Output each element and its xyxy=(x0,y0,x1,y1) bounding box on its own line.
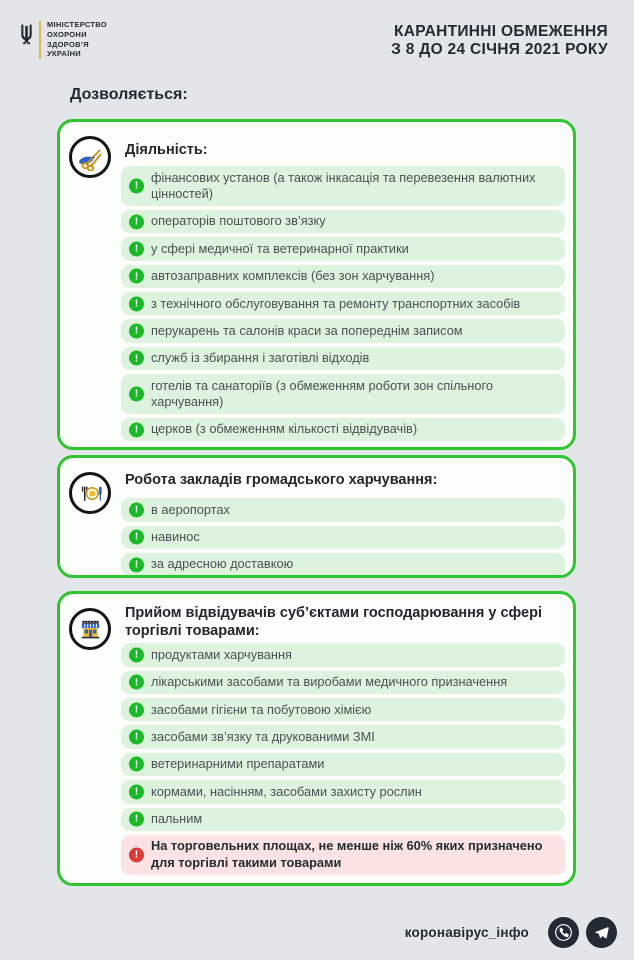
list-item-text: церков (з обмеженням кількості відвідувачів) xyxy=(151,421,418,437)
list-item xyxy=(121,780,565,803)
exclamation-icon: ! xyxy=(129,757,144,772)
warning-item xyxy=(121,835,565,875)
poster-title-line1: КАРАНТИННІ ОБМЕЖЕННЯ xyxy=(394,23,608,40)
list-item-text: автозаправних комплексів (без зон харчування) xyxy=(151,268,435,284)
exclamation-icon: ! xyxy=(129,241,144,256)
exclamation-icon: ! xyxy=(129,730,144,745)
list-item xyxy=(121,753,565,776)
list-item-text: лікарськими засобами та виробами медичного призначення xyxy=(151,674,508,690)
card-icon-circle xyxy=(69,608,111,650)
list-item xyxy=(121,166,565,206)
list-item xyxy=(121,808,565,831)
exclamation-icon: ! xyxy=(129,324,144,339)
card-items xyxy=(121,498,565,576)
card xyxy=(57,119,576,450)
list-item xyxy=(121,643,565,666)
exclamation-icon: ! xyxy=(129,179,144,194)
list-item-text: На торговельних площах, не менше ніж 60% яких призначено для торгівлі такими товарами xyxy=(151,838,543,870)
cutlery-plate-icon xyxy=(77,480,104,507)
exclamation-icon: ! xyxy=(129,557,144,572)
list-item-text: за адресною доставкою xyxy=(151,556,294,572)
card-icon-circle xyxy=(69,472,111,514)
exclamation-icon: ! xyxy=(129,784,144,799)
list-item xyxy=(121,671,565,694)
ministry-name-line: ОХОРОНИ xyxy=(47,29,87,39)
exclamation-icon: ! xyxy=(129,269,144,284)
list-item-text: кормами, насінням, засобами захисту рослин xyxy=(151,783,422,799)
list-item-text: засобами гігієни та побутовою хімією xyxy=(151,701,372,717)
list-item xyxy=(121,210,565,233)
card xyxy=(57,455,576,578)
card-icon-circle xyxy=(69,136,111,178)
list-item xyxy=(121,374,565,414)
list-item-text: навинос xyxy=(151,529,200,544)
footer xyxy=(405,917,617,948)
list-item xyxy=(121,237,565,260)
logo-divider xyxy=(39,21,41,59)
list-item xyxy=(121,319,565,342)
exclamation-icon: ! xyxy=(129,214,144,229)
list-item-text: пальним xyxy=(151,811,203,826)
list-item-text: у сфері медичної та ветеринарної практики xyxy=(151,240,409,256)
exclamation-icon: ! xyxy=(129,387,144,402)
poster-title-line2: З 8 ДО 24 СІЧНЯ 2021 РОКУ xyxy=(391,40,608,58)
telegram-icon[interactable] xyxy=(586,917,617,948)
list-item xyxy=(121,498,565,521)
scissors-comb-icon xyxy=(77,144,104,171)
list-item-text: фінансових установ (а також інкасація та перевезення валютних цінностей) xyxy=(151,169,536,201)
list-item xyxy=(121,698,565,721)
list-item xyxy=(121,265,565,288)
poster-title xyxy=(391,23,608,58)
card xyxy=(57,591,576,886)
storefront-icon xyxy=(77,616,104,643)
exclamation-icon: ! xyxy=(129,296,144,311)
exclamation-icon: ! xyxy=(129,502,144,517)
list-item xyxy=(121,526,565,549)
exclamation-icon: ! xyxy=(129,647,144,662)
card-heading: Діяльність: xyxy=(125,142,208,158)
list-item-text: продуктами харчування xyxy=(151,646,292,662)
ministry-name-line: ЗДОРОВ’Я xyxy=(47,39,89,49)
exclamation-icon: ! xyxy=(129,422,144,437)
card-heading: Прийом відвідувачів суб’єктами господарювання у сфері торгівлі товарами: xyxy=(125,605,542,640)
exclamation-icon: ! xyxy=(129,675,144,690)
ministry-name-line: УКРАЇНИ xyxy=(47,49,81,59)
list-item-text: ветеринарними препаратами xyxy=(151,756,325,772)
card-heading: Робота закладів громадського харчування: xyxy=(125,472,438,488)
exclamation-icon: ! xyxy=(129,530,144,545)
list-item-text: служб із збирання і заготівлі відходів xyxy=(151,350,370,366)
list-item xyxy=(121,418,565,441)
exclamation-icon: ! xyxy=(129,812,144,827)
ministry-logo xyxy=(20,20,107,59)
exclamation-icon: ! xyxy=(129,351,144,366)
ministry-name-line: МІНІСТЕРСТВО xyxy=(47,20,107,29)
list-item xyxy=(121,292,565,315)
list-item-text: з технічного обслуговування та ремонту транспортних засобів xyxy=(151,295,521,311)
trident-icon xyxy=(20,23,33,47)
list-item-text: засобами зв’язку та друкованими ЗМІ xyxy=(151,728,375,744)
list-item-text: операторів поштового зв’язку xyxy=(151,213,326,229)
list-item-text: готелів та санаторіїв (з обмеженням роботи зон спільного харчування) xyxy=(151,377,493,409)
list-item xyxy=(121,347,565,370)
viber-icon[interactable] xyxy=(548,917,579,948)
social-handle: коронавірус_інфо xyxy=(404,925,529,940)
ministry-name xyxy=(47,20,107,59)
list-item xyxy=(121,725,565,748)
list-item-text: перукарень та салонів краси за попереднім записом xyxy=(151,322,463,338)
card-items xyxy=(121,643,565,874)
exclamation-icon: ! xyxy=(129,702,144,717)
allowed-heading: Дозволяється: xyxy=(70,86,188,103)
card-items xyxy=(121,166,565,441)
list-item-text: в аеропортах xyxy=(151,501,230,517)
list-item xyxy=(121,553,565,576)
exclamation-icon: ! xyxy=(129,847,144,862)
